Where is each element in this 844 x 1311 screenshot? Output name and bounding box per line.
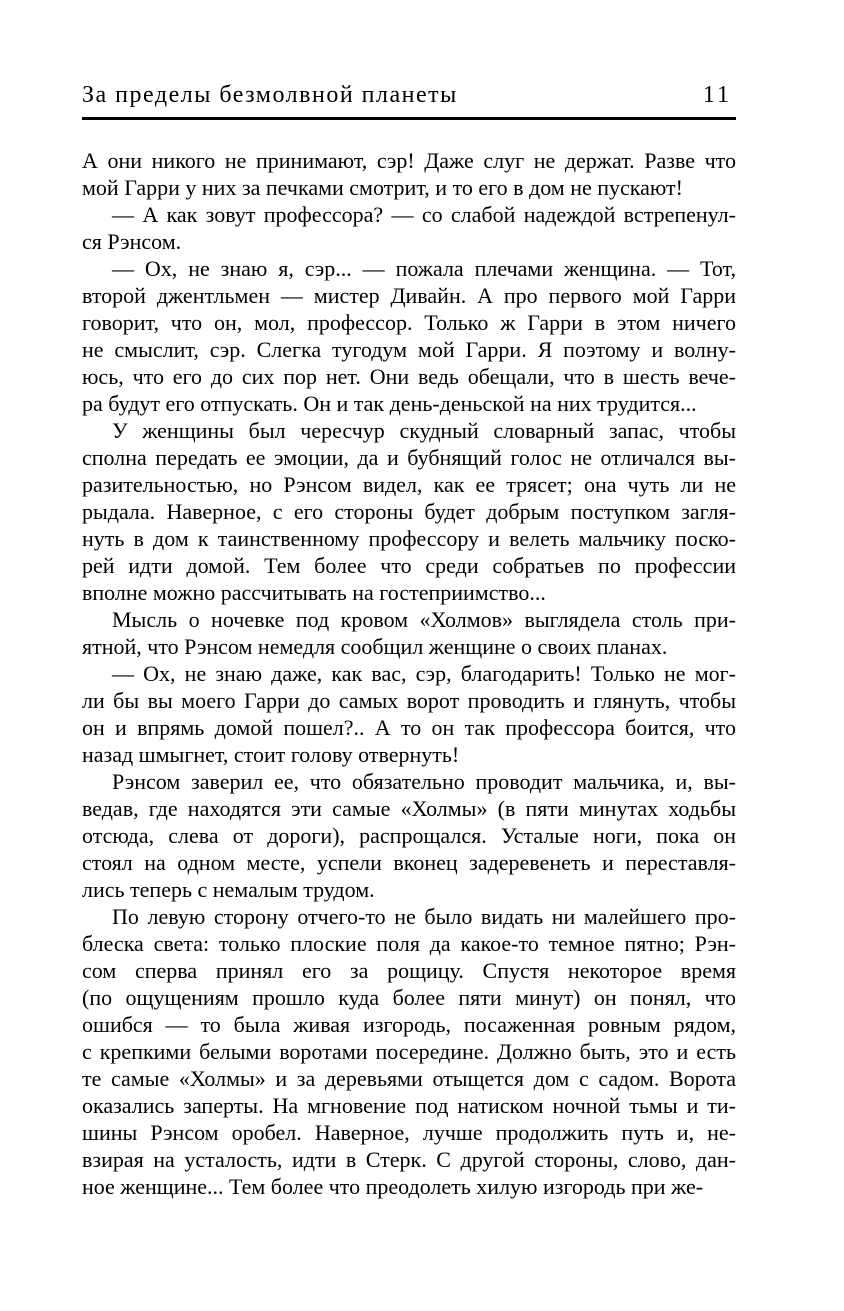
text-line: сом сперва принял его за рощицу. Спустя некоторое время (82, 958, 736, 983)
text-line: шины Рэнсом оробел. Наверное, лучше продолжить путь и, не- (82, 1120, 736, 1145)
text-line: — Ох, не знаю я, сэр... — пожала плечами женщина. — Тот, (112, 256, 736, 281)
text-line: нуть в дом к таинственному профессору и велеть мальчику поско- (82, 526, 736, 551)
text-line: с крепкими белыми воротами посередине. Должно быть, это и есть (82, 1039, 736, 1064)
text-line: ли бы вы моего Гарри до самых ворот проводить и глянуть, чтобы (82, 688, 736, 713)
text-line: он и впрямь домой пошел?.. А то он так профессора боится, что (82, 715, 736, 740)
text-line: А они никого не принимают, сэр! Даже слуг не держат. Разве что (82, 148, 736, 173)
running-header-title: За пределы безмолвной планеты (82, 82, 458, 108)
text-line: второй джентльмен — мистер Дивайн. А про первого мой Гарри (82, 283, 736, 308)
text-line: По левую сторону отчего-то не было видать ни малейшего про- (112, 904, 736, 929)
text-line: ра будут его отпускать. Он и так день-деньской на них трудится... (82, 391, 697, 416)
text-line: лись теперь с немалым трудом. (82, 877, 375, 902)
text-line: говорит, что он, мол, профессор. Только ж Гарри в этом ничего (82, 310, 736, 335)
page-number: 11 (702, 82, 732, 108)
text-line: оказались заперты. На мгновение под натиском ночной тьмы и ти- (82, 1093, 736, 1118)
page-text (82, 147, 736, 1200)
text-line: юсь, что его до сих пор нет. Они ведь обещали, что в шесть вече- (82, 364, 736, 389)
text-line: разительностью, но Рэнсом видел, как ее трясет; она чуть ли не (82, 472, 736, 497)
text-line: — А как зовут профессора? — со слабой надеждой встрепенул- (112, 202, 736, 227)
text-line: сполна передать ее эмоции, да и бубнящий голос не отличался вы- (82, 445, 736, 470)
text-line: ведав, где находятся эти самые «Холмы» (в пяти минутах ходьбы (82, 796, 736, 821)
text-line: вполне можно рассчитывать на гостеприимство... (82, 580, 546, 605)
text-line: ное женщине... Тем более что преодолеть хилую изгородь при же- (82, 1174, 704, 1199)
text-line: блеска света: только плоские поля да какое-то темное пятно; Рэн- (82, 931, 736, 956)
text-line: — Ох, не знаю даже, как вас, сэр, благодарить! Только не мог- (112, 661, 736, 686)
text-line: стоял на одном месте, успели вконец задеревенеть и переставля- (82, 850, 736, 875)
text-line: те самые «Холмы» и за деревьями отыщется дом с садом. Ворота (82, 1066, 736, 1091)
text-line: У женщины был чересчур скудный словарный запас, чтобы (112, 418, 736, 443)
header-rule (82, 117, 736, 120)
text-line: ятной, что Рэнсом немедля сообщил женщине о своих планах. (82, 634, 668, 659)
text-line: не смыслит, сэр. Слегка тугодум мой Гарри. Я поэтому и волну- (82, 337, 736, 362)
text-line: назад шмыгнет, стоит голову отвернуть! (82, 742, 460, 767)
text-line: взирая на усталость, идти в Стерк. С другой стороны, слово, дан- (82, 1147, 736, 1172)
text-line: Мысль о ночевке под кровом «Холмов» выглядела столь при- (112, 607, 736, 632)
text-line: Рэнсом заверил ее, что обязательно проводит мальчика, и, вы- (112, 769, 736, 794)
text-line: ся Рэнсом. (82, 229, 182, 254)
text-line: ошибся — то была живая изгородь, посаженная ровным рядом, (82, 1012, 736, 1037)
running-header (82, 82, 736, 109)
text-line: рей идти домой. Тем более что среди собратьев по профессии (82, 553, 736, 578)
text-line: отсюда, слева от дороги), распрощался. Усталые ноги, пока он (82, 823, 736, 848)
text-line: рыдала. Наверное, с его стороны будет добрым поступком загля- (82, 499, 736, 524)
text-line: (по ощущениям прошло куда более пяти минут) он понял, что (82, 985, 736, 1010)
text-line: мой Гарри у них за печками смотрит, и то его в дом не пускают! (82, 175, 683, 200)
